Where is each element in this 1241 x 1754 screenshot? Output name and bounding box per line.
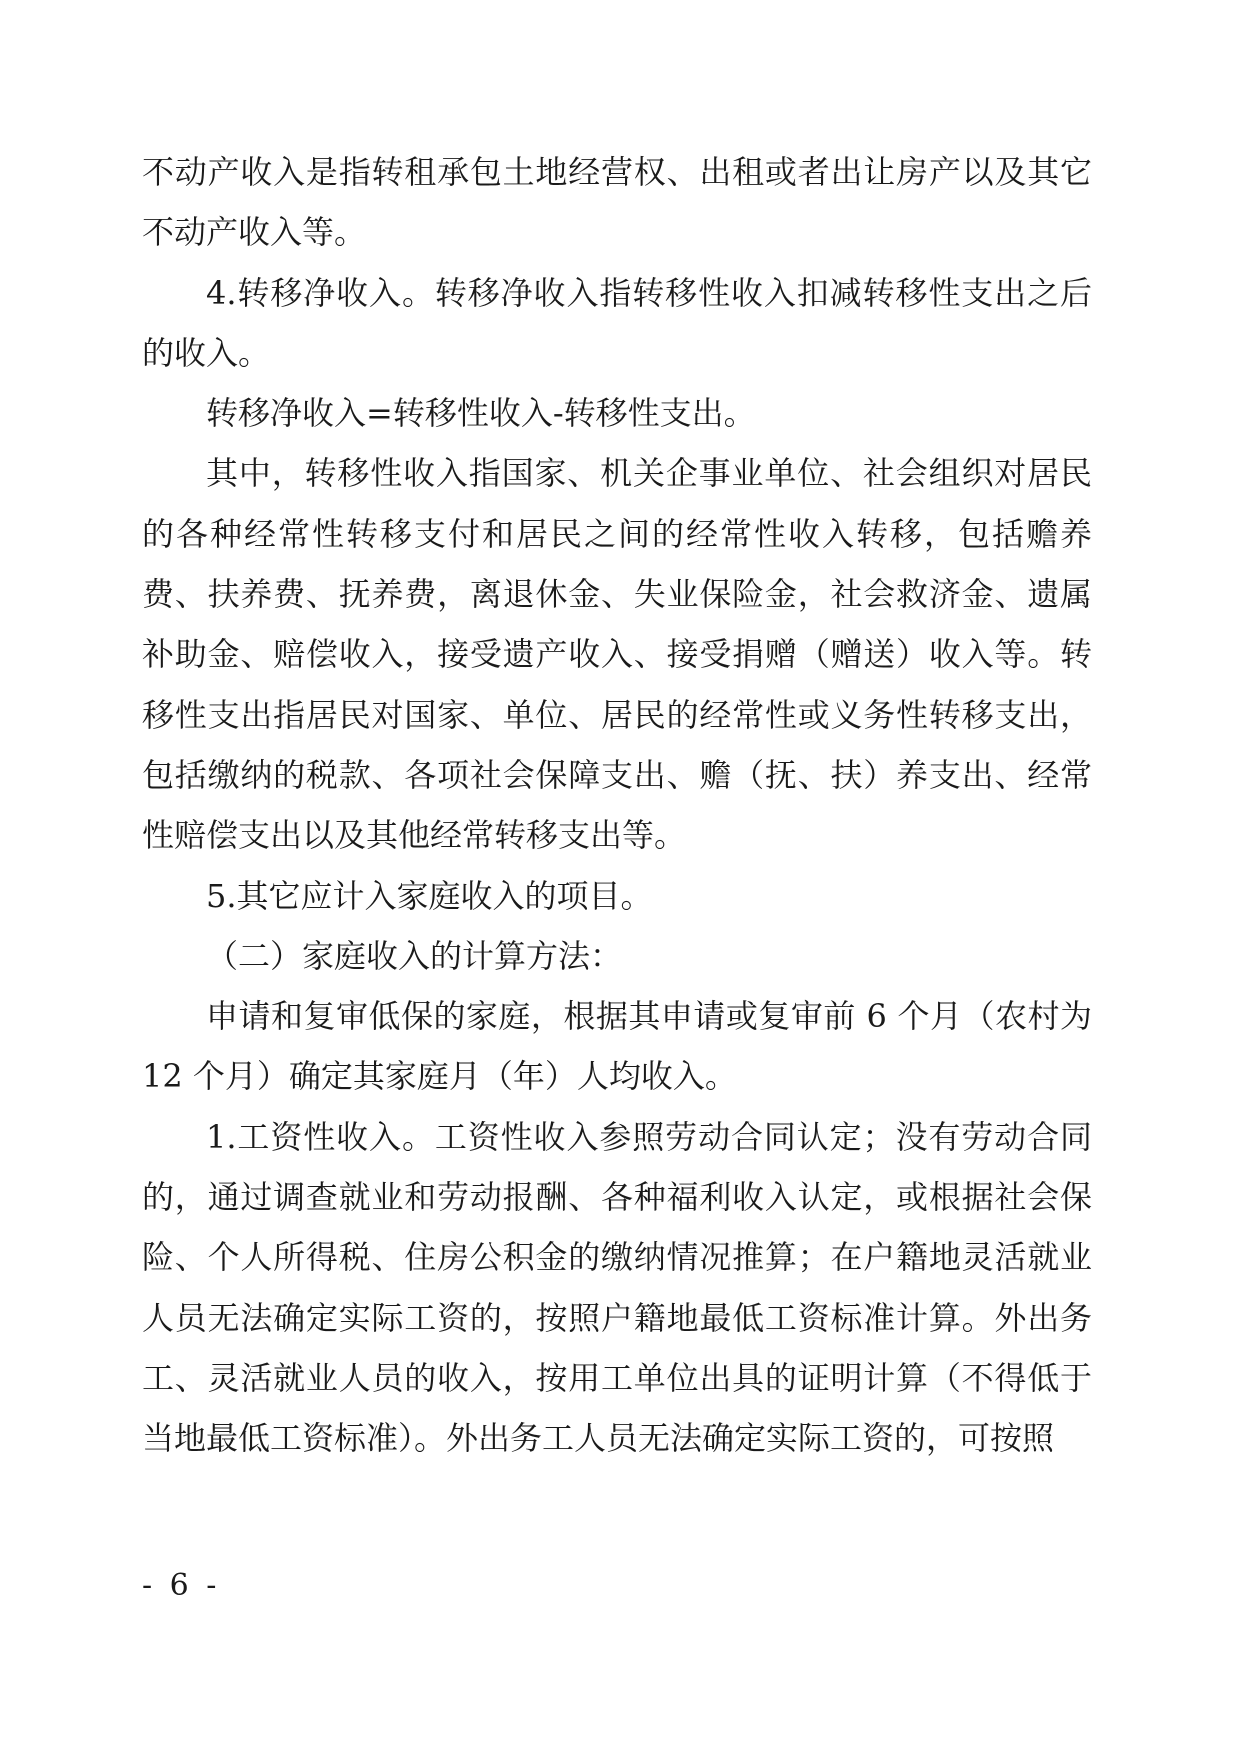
paragraph-2: 4.转移净收入。转移净收入指转移性收入扣减转移性支出之后的收入。 bbox=[142, 273, 1092, 372]
paragraph-4: 其中，转移性收入指国家、机关企事业单位、社会组织对居民的各种经常性转移支付和居民之间的经常性收入转移，包括赡养费、扶养费、抚养费，离退休金、失业保险金，社会救济金、遗属补助金、赔偿收入，接受遗产收入、接受捐赠（赠送）收入等。转移性支出指居民对国家、单位、居民的经常性或义务性转移支出，包括缴纳的税款、各项社会保障支出、赡（抚、扶）养支出、经常性赔偿支出以及其他经常转移支出等。 bbox=[142, 454, 1092, 855]
paragraph-8: 1.工资性收入。工资性收入参照劳动合同认定；没有劳动合同的，通过调查就业和劳动报酬、各种福利收入认定，或根据社会保险、个人所得税、住房公积金的缴纳情况推算；在户籍地灵活就业人员无法确定实际工资的，按照户籍地最低工资标准计算。外出务工、灵活就业人员的收入，按用工单位出具的证明计算（不得低于当地最低工资标准）。外出务工人员无法确定实际工资的，可按照 bbox=[142, 1117, 1092, 1458]
document-body bbox=[142, 142, 1092, 1469]
page-number: - 6 - bbox=[142, 1568, 221, 1603]
paragraph-7: 申请和复审低保的家庭，根据其申请或复审前 6 个月（农村为 12 个月）确定其家庭月（年）人均收入。 bbox=[142, 997, 1092, 1096]
paragraph-3: 转移净收入=转移性收入-转移性支出。 bbox=[206, 394, 756, 433]
paragraph-5: 5.其它应计入家庭收入的项目。 bbox=[206, 876, 653, 915]
paragraph-1: 不动产收入是指转租承包土地经营权、出租或者出让房产以及其它不动产收入等。 bbox=[142, 153, 1092, 252]
paragraph-6: （二）家庭收入的计算方法： bbox=[206, 936, 623, 975]
